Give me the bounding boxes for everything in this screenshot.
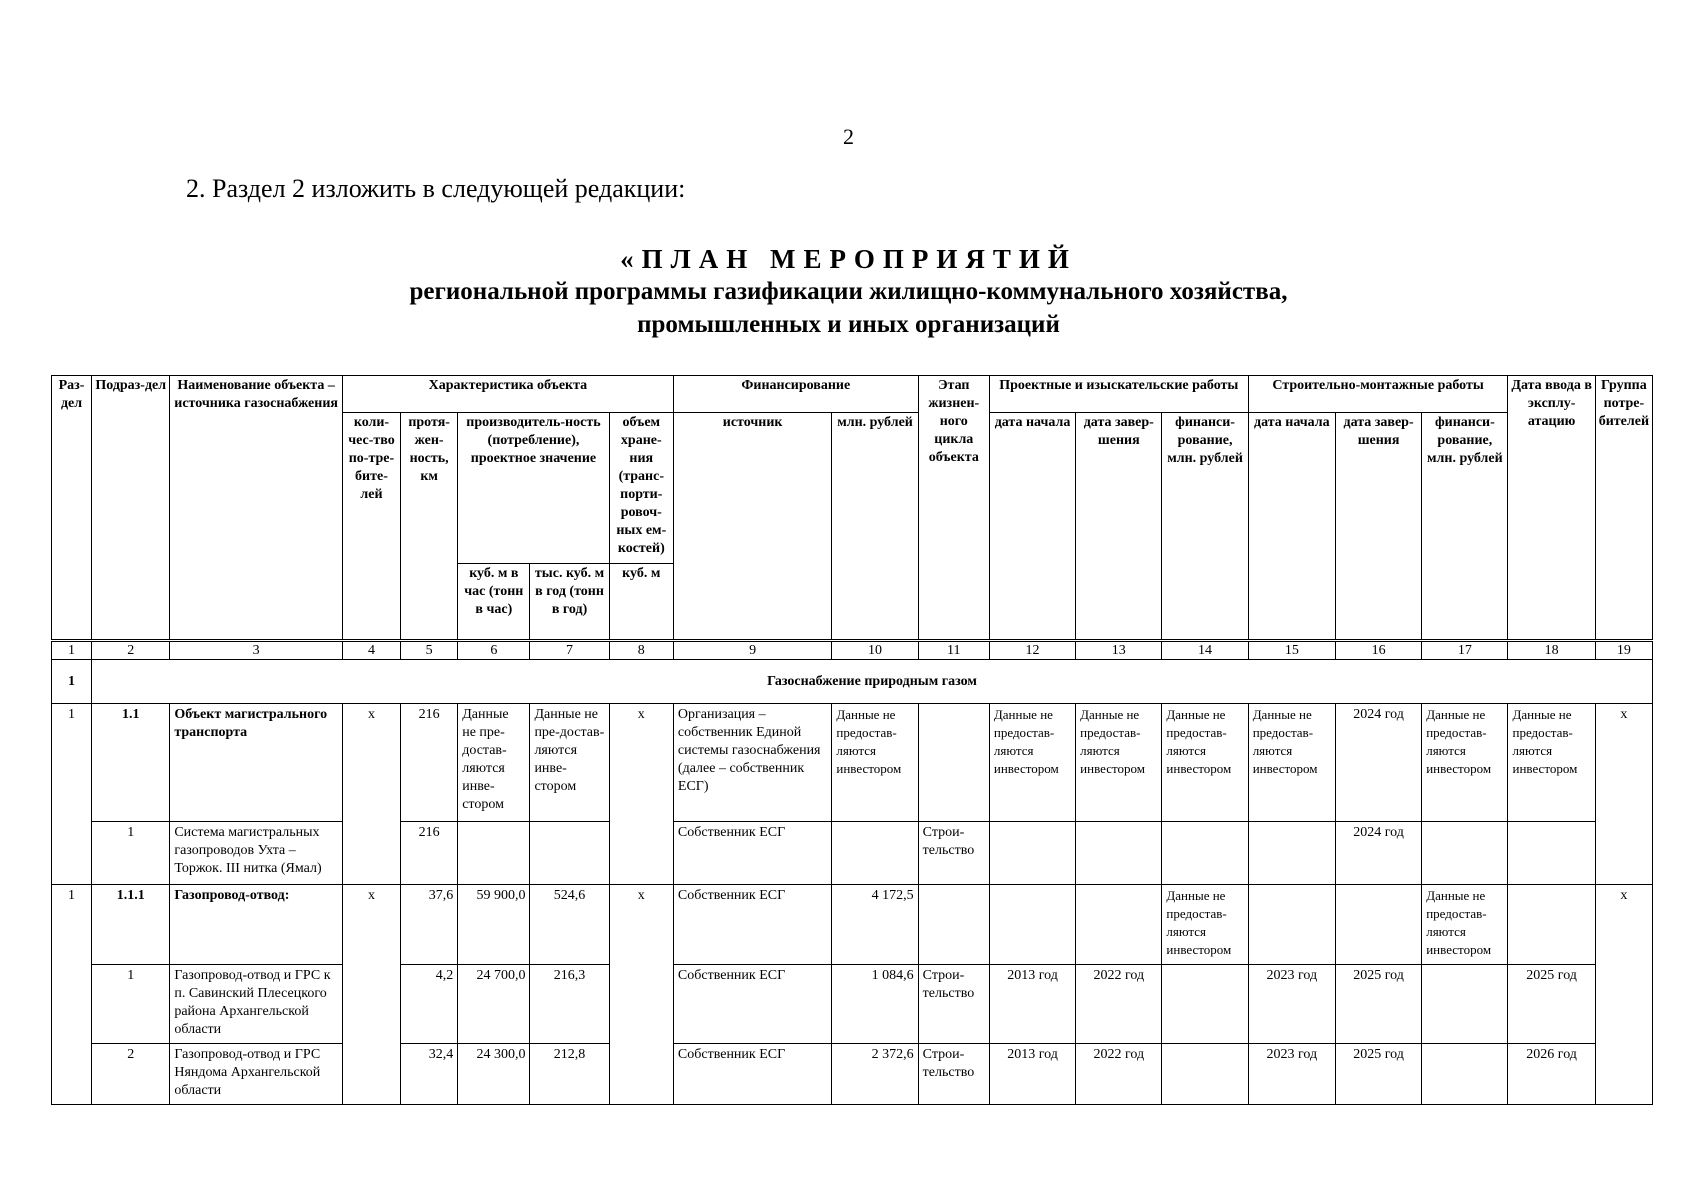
cell-consumer-count: х <box>342 885 400 1105</box>
cell-consumer-group: х <box>1595 704 1652 885</box>
cell-construction-start: 2023 год <box>1248 965 1335 1044</box>
header-consumer-count: коли-чес-тво по-тре-бите-лей <box>342 413 400 641</box>
cell-lifecycle-stage <box>918 885 989 965</box>
column-number: 18 <box>1508 641 1595 660</box>
column-number: 3 <box>170 641 343 660</box>
cell-length: 4,2 <box>401 965 458 1044</box>
header-section: Раз-дел <box>52 376 92 641</box>
cell-design-end: 2022 год <box>1076 1044 1162 1105</box>
header-construction-financing: финанси-рование, млн. рублей <box>1422 413 1508 641</box>
cell-storage: х <box>609 885 673 1105</box>
cell-funding-source: Организация – собственник Единой системы газоснабжения (далее – собственник ЕСГ) <box>673 704 831 822</box>
cell-capacity-hour: 59 900,0 <box>458 885 530 965</box>
column-number: 1 <box>52 641 92 660</box>
header-subsection: Подраз-дел <box>92 376 170 641</box>
cell-capacity-hour: 24 300,0 <box>458 1044 530 1105</box>
cell-funding-source: Собственник ЕСГ <box>673 1044 831 1105</box>
cell-construction-financing: Данные не предостав-ляются инвестором <box>1422 885 1508 965</box>
cell-section: 1 <box>52 704 92 885</box>
intro-text: 2. Раздел 2 изложить в следующей редакции: <box>186 174 686 203</box>
table-row <box>52 704 1653 822</box>
cell-construction-start <box>1248 885 1335 965</box>
column-number: 9 <box>673 641 831 660</box>
cell-commissioning-date: 2025 год <box>1508 965 1595 1044</box>
column-number: 2 <box>92 641 170 660</box>
cell-design-financing <box>1162 822 1248 885</box>
cell-commissioning-date <box>1508 885 1595 965</box>
cell-construction-financing <box>1422 1044 1508 1105</box>
cell-design-start: 2013 год <box>989 1044 1075 1105</box>
plan-title: «ПЛАН МЕРОПРИЯТИЙ <box>620 244 1077 274</box>
cell-funding-amount: 2 372,6 <box>832 1044 918 1105</box>
cell-object-name: Газопровод-отвод и ГРС Няндома Архангельской области <box>170 1044 343 1105</box>
cell-design-end <box>1076 822 1162 885</box>
header-consumer-group: Группа потре-бителей <box>1595 376 1652 641</box>
cell-capacity-year: 212,8 <box>530 1044 609 1105</box>
header-design-financing: финанси-рование, млн. рублей <box>1162 413 1248 641</box>
cell-construction-start: 2023 год <box>1248 1044 1335 1105</box>
cell-capacity-year: Данные не пре-достав-ляются инве-стором <box>530 704 609 822</box>
section-title: Газоснабжение природным газом <box>92 660 1653 704</box>
cell-construction-end <box>1335 885 1421 965</box>
cell-object-name: Газопровод-отвод: <box>170 885 343 965</box>
table-row <box>52 822 1653 885</box>
plan-table <box>51 375 1653 1105</box>
cell-storage: х <box>609 704 673 885</box>
cell-construction-end: 2024 год <box>1335 822 1421 885</box>
cell-capacity-hour <box>458 822 530 885</box>
column-number: 4 <box>342 641 400 660</box>
cell-funding-amount: Данные не предостав-ляются инвестором <box>832 704 918 822</box>
header-construction-start: дата начала <box>1248 413 1335 641</box>
column-number: 15 <box>1248 641 1335 660</box>
column-number: 12 <box>989 641 1075 660</box>
cell-construction-financing <box>1422 822 1508 885</box>
cell-construction-start: Данные не предостав-ляются инвестором <box>1248 704 1335 822</box>
column-number: 11 <box>918 641 989 660</box>
cell-funding-source: Собственник ЕСГ <box>673 822 831 885</box>
column-number: 17 <box>1422 641 1508 660</box>
cell-consumer-group: х <box>1595 885 1652 1105</box>
cell-funding-source: Собственник ЕСГ <box>673 885 831 965</box>
cell-commissioning-date: 2026 год <box>1508 1044 1595 1105</box>
cell-design-financing <box>1162 1044 1248 1105</box>
cell-lifecycle-stage: Строи-тельство <box>918 1044 989 1105</box>
column-number: 16 <box>1335 641 1421 660</box>
section-row <box>52 660 1653 704</box>
header-construction-works: Строительно-монтажные работы <box>1248 376 1508 413</box>
header-funding-amount: млн. рублей <box>832 413 918 641</box>
cell-design-start: 2013 год <box>989 965 1075 1044</box>
cell-subsection: 1 <box>92 822 170 885</box>
cell-design-financing: Данные не предостав-ляются инвестором <box>1162 704 1248 822</box>
cell-design-end: 2022 год <box>1076 965 1162 1044</box>
header-object-name: Наименование объекта – источника газоснабжения <box>170 376 343 641</box>
header-funding-source: источник <box>673 413 831 641</box>
column-number: 14 <box>1162 641 1248 660</box>
header-lifecycle-stage: Этап жизнен-ного цикла объекта <box>918 376 989 641</box>
cell-funding-amount: 4 172,5 <box>832 885 918 965</box>
cell-funding-source: Собственник ЕСГ <box>673 965 831 1044</box>
plan-subtitle-line1: региональной программы газификации жилищно-коммунального хозяйства, <box>409 278 1288 305</box>
cell-length: 32,4 <box>401 1044 458 1105</box>
cell-capacity-year: 216,3 <box>530 965 609 1044</box>
header-design-start: дата начала <box>989 413 1075 641</box>
cell-construction-financing <box>1422 965 1508 1044</box>
cell-construction-start <box>1248 822 1335 885</box>
header-object-characteristics: Характеристика объекта <box>342 376 673 413</box>
header-storage-volume: объем хране-ния (транс-порти-ровоч-ных ем-костей) <box>609 413 673 564</box>
cell-subsection: 1 <box>92 965 170 1044</box>
cell-section: 1 <box>52 885 92 1105</box>
column-number: 6 <box>458 641 530 660</box>
header-financing: Финансирование <box>673 376 918 413</box>
header-length: протя-жен-ность, км <box>401 413 458 641</box>
section-number: 1 <box>52 660 92 704</box>
cell-object-name: Система магистральных газопроводов Ухта – Торжок. III нитка (Ямал) <box>170 822 343 885</box>
cell-funding-amount: 1 084,6 <box>832 965 918 1044</box>
header-construction-end: дата завер-шения <box>1335 413 1421 641</box>
column-number: 10 <box>832 641 918 660</box>
cell-construction-financing: Данные не предостав-ляются инвестором <box>1422 704 1508 822</box>
cell-lifecycle-stage: Строи-тельство <box>918 822 989 885</box>
cell-length: 216 <box>401 822 458 885</box>
cell-capacity-year <box>530 822 609 885</box>
header-design-end: дата завер-шения <box>1076 413 1162 641</box>
cell-commissioning-date: Данные не предостав-ляются инвестором <box>1508 704 1595 822</box>
cell-construction-end: 2024 год <box>1335 704 1421 822</box>
header-unit-per-hour: куб. м в час (тонн в час) <box>458 564 530 641</box>
cell-construction-end: 2025 год <box>1335 965 1421 1044</box>
table-row <box>52 1044 1653 1105</box>
cell-subsection: 1.1.1 <box>92 885 170 965</box>
cell-design-end <box>1076 885 1162 965</box>
cell-lifecycle-stage <box>918 704 989 822</box>
column-number: 8 <box>609 641 673 660</box>
cell-object-name: Объект магистрального транспорта <box>170 704 343 822</box>
cell-design-end: Данные не предостав-ляются инвестором <box>1076 704 1162 822</box>
cell-capacity-year: 524,6 <box>530 885 609 965</box>
table-row <box>52 965 1653 1044</box>
column-number: 19 <box>1595 641 1652 660</box>
header-commissioning-date: Дата ввода в эксплу-атацию <box>1508 376 1595 641</box>
cell-length: 216 <box>401 704 458 822</box>
page-number: 2 <box>843 124 854 149</box>
cell-subsection: 1.1 <box>92 704 170 822</box>
cell-consumer-count: х <box>342 704 400 885</box>
cell-design-start <box>989 885 1075 965</box>
column-number: 7 <box>530 641 609 660</box>
cell-capacity-hour: Данные не пре-достав-ляются инве-стором <box>458 704 530 822</box>
header-design-works: Проектные и изыскательские работы <box>989 376 1248 413</box>
cell-construction-end: 2025 год <box>1335 1044 1421 1105</box>
cell-commissioning-date <box>1508 822 1595 885</box>
cell-design-start <box>989 822 1075 885</box>
cell-design-financing <box>1162 965 1248 1044</box>
plan-subtitle-line2: промышленных и иных организаций <box>637 311 1060 338</box>
header-capacity: производитель-ность (потребление), проектное значение <box>458 413 609 564</box>
column-number: 13 <box>1076 641 1162 660</box>
header-unit-per-year: тыс. куб. м в год (тонн в год) <box>530 564 609 641</box>
header-unit-cubic-m: куб. м <box>609 564 673 641</box>
cell-object-name: Газопровод-отвод и ГРС к п. Савинский Плесецкого района Архангельской области <box>170 965 343 1044</box>
table-row <box>52 885 1653 965</box>
cell-design-financing: Данные не предостав-ляются инвестором <box>1162 885 1248 965</box>
cell-capacity-hour: 24 700,0 <box>458 965 530 1044</box>
cell-design-start: Данные не предостав-ляются инвестором <box>989 704 1075 822</box>
cell-subsection: 2 <box>92 1044 170 1105</box>
cell-funding-amount <box>832 822 918 885</box>
cell-length: 37,6 <box>401 885 458 965</box>
cell-lifecycle-stage: Строи-тельство <box>918 965 989 1044</box>
column-number: 5 <box>401 641 458 660</box>
